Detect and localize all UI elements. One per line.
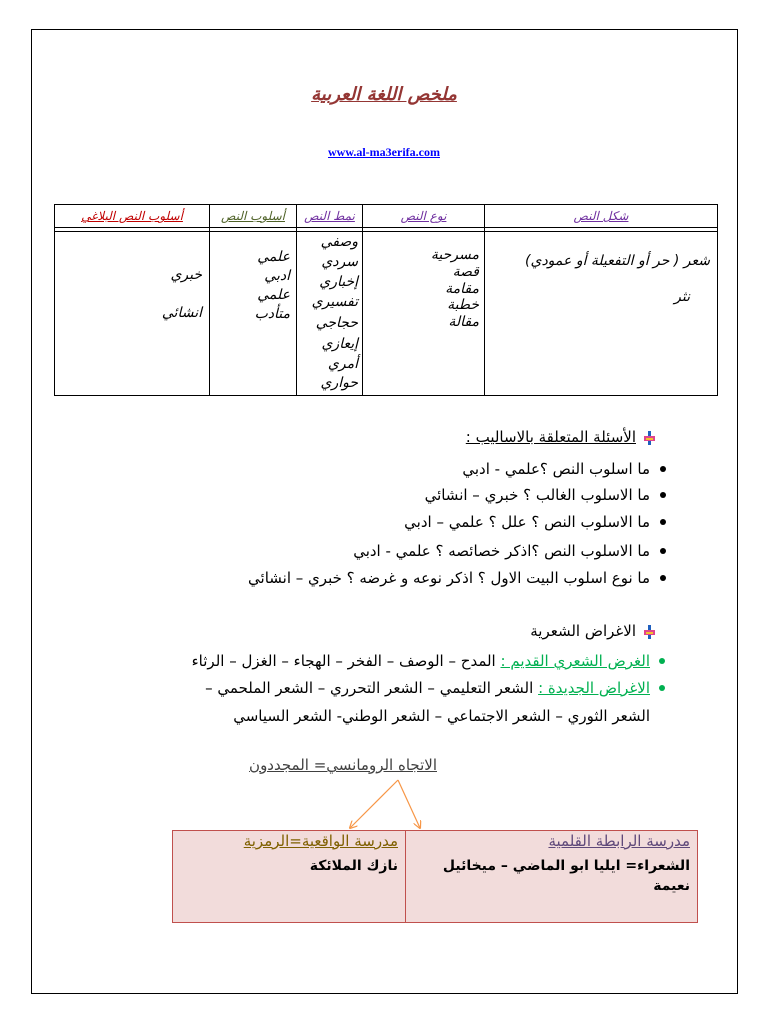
website-link[interactable]: www.al-ma3erifa.com: [328, 145, 440, 159]
text-analysis-table: [54, 204, 718, 396]
poetic-purposes-heading: الاغراض الشعرية: [530, 622, 636, 640]
document-title: ملخص اللغة العربية: [311, 84, 457, 105]
question-item: ما الاسلوب الغالب ؟ خبري – انشائي: [424, 486, 650, 504]
text-type-item: قصة: [452, 264, 479, 280]
text-type-item: مسرحية: [430, 247, 479, 263]
bullet-dot: [659, 685, 665, 691]
bullet-dot: [660, 519, 666, 525]
column-text-pattern: [297, 205, 358, 395]
text-type-item: مقالة: [448, 314, 479, 330]
text-style-item: متأدب: [254, 306, 290, 322]
header-text-form: شكل النص: [573, 209, 629, 223]
bullet-dot: [660, 466, 666, 472]
old-purposes-text: المدح – الوصف – الفخر – الهجاء – الغزل – الرثاء: [191, 652, 496, 670]
question-item: ما نوع اسلوب البيت الاول ؟ اذكر نوعه و غرضه ؟ خبري – انشائي: [248, 569, 650, 587]
schools-divider: [405, 831, 406, 922]
rhetorical-style-item: خبري: [170, 267, 202, 283]
header-text-style: أسلوب النص: [221, 209, 285, 223]
schools-box: [172, 830, 698, 923]
text-form-item: نثر: [674, 289, 690, 305]
text-type-item: خطبة: [447, 297, 479, 313]
school-rabita-poets: الشعراء= ايليا ابو الماضي – ميخائيل: [442, 858, 690, 874]
text-pattern-item: سردي: [321, 254, 358, 270]
text-pattern-item: حجاجي: [315, 315, 358, 331]
text-form-item: شعر ( حر أو التفعيلة أو عمودي): [525, 253, 710, 269]
arrow-left: [350, 780, 398, 828]
pin-icon: [642, 430, 657, 446]
question-item: ما الاسلوب النص ؟ علل ؟ علمي – ادبي: [404, 513, 650, 531]
old-purposes-label: الغرض الشعري القديم :: [500, 652, 650, 670]
bullet-dot: [660, 492, 666, 498]
column-text-form: [485, 205, 710, 395]
text-pattern-item: أمري: [327, 356, 358, 372]
question-item: ما اسلوب النص ؟علمي - ادبي: [462, 460, 650, 478]
bullet-dot: [659, 658, 665, 664]
new-purposes-item: [205, 678, 650, 698]
text-style-item: علمي: [257, 249, 290, 265]
bullet-dot: [660, 575, 666, 581]
header-rhetorical-style: أسلوب النص البلاغي: [81, 209, 183, 223]
text-pattern-item: إيعازي: [321, 336, 358, 352]
questions-heading: الأسئلة المتعلقة بالاساليب :: [465, 428, 636, 446]
rhetorical-style-item: انشائي: [161, 305, 202, 321]
bullet-dot: [660, 548, 666, 554]
new-purposes-text: الشعر التعليمي – الشعر التحرري – الشعر الملحمي –: [205, 679, 534, 697]
school-rabita-poets-continuation: نعيمة: [653, 878, 690, 894]
romantic-trend-heading: الاتجاه الرومانسي= المجددون: [249, 756, 437, 774]
text-pattern-item: تفسيري: [311, 294, 358, 310]
school-waqiiya-poets: نازك الملائكة: [309, 858, 398, 874]
pin-icon: [642, 624, 657, 640]
new-purposes-label: الاغراض الجديدة :: [538, 679, 650, 697]
header-text-type: نوع النص: [400, 209, 447, 223]
text-style-item: علمي: [257, 287, 290, 303]
text-style-item: ادبي: [264, 268, 290, 284]
old-purposes-item: [192, 651, 650, 671]
header-text-pattern: نمط النص: [304, 209, 355, 223]
question-item: ما الاسلوب النص ؟اذكر خصائصه ؟ علمي - ادبي: [353, 542, 650, 560]
arrow-right: [398, 780, 420, 828]
school-waqiiya-name: مدرسة الواقعية=الرمزية: [243, 832, 398, 850]
branch-arrows: [340, 776, 430, 832]
school-rabita-name: مدرسة الرابطة القلمية: [548, 832, 690, 850]
column-text-type: [363, 205, 479, 395]
column-text-style: [210, 205, 290, 395]
column-rhetorical-style: [55, 205, 202, 395]
new-purposes-continuation: الشعر الثوري – الشعر الاجتماعي – الشعر الوطني- الشعر السياسي: [233, 707, 650, 725]
text-pattern-item: وصفي: [320, 234, 358, 250]
text-type-item: مقامة: [445, 281, 479, 297]
text-pattern-item: إخباري: [319, 274, 358, 290]
text-pattern-item: حواري: [320, 375, 358, 391]
